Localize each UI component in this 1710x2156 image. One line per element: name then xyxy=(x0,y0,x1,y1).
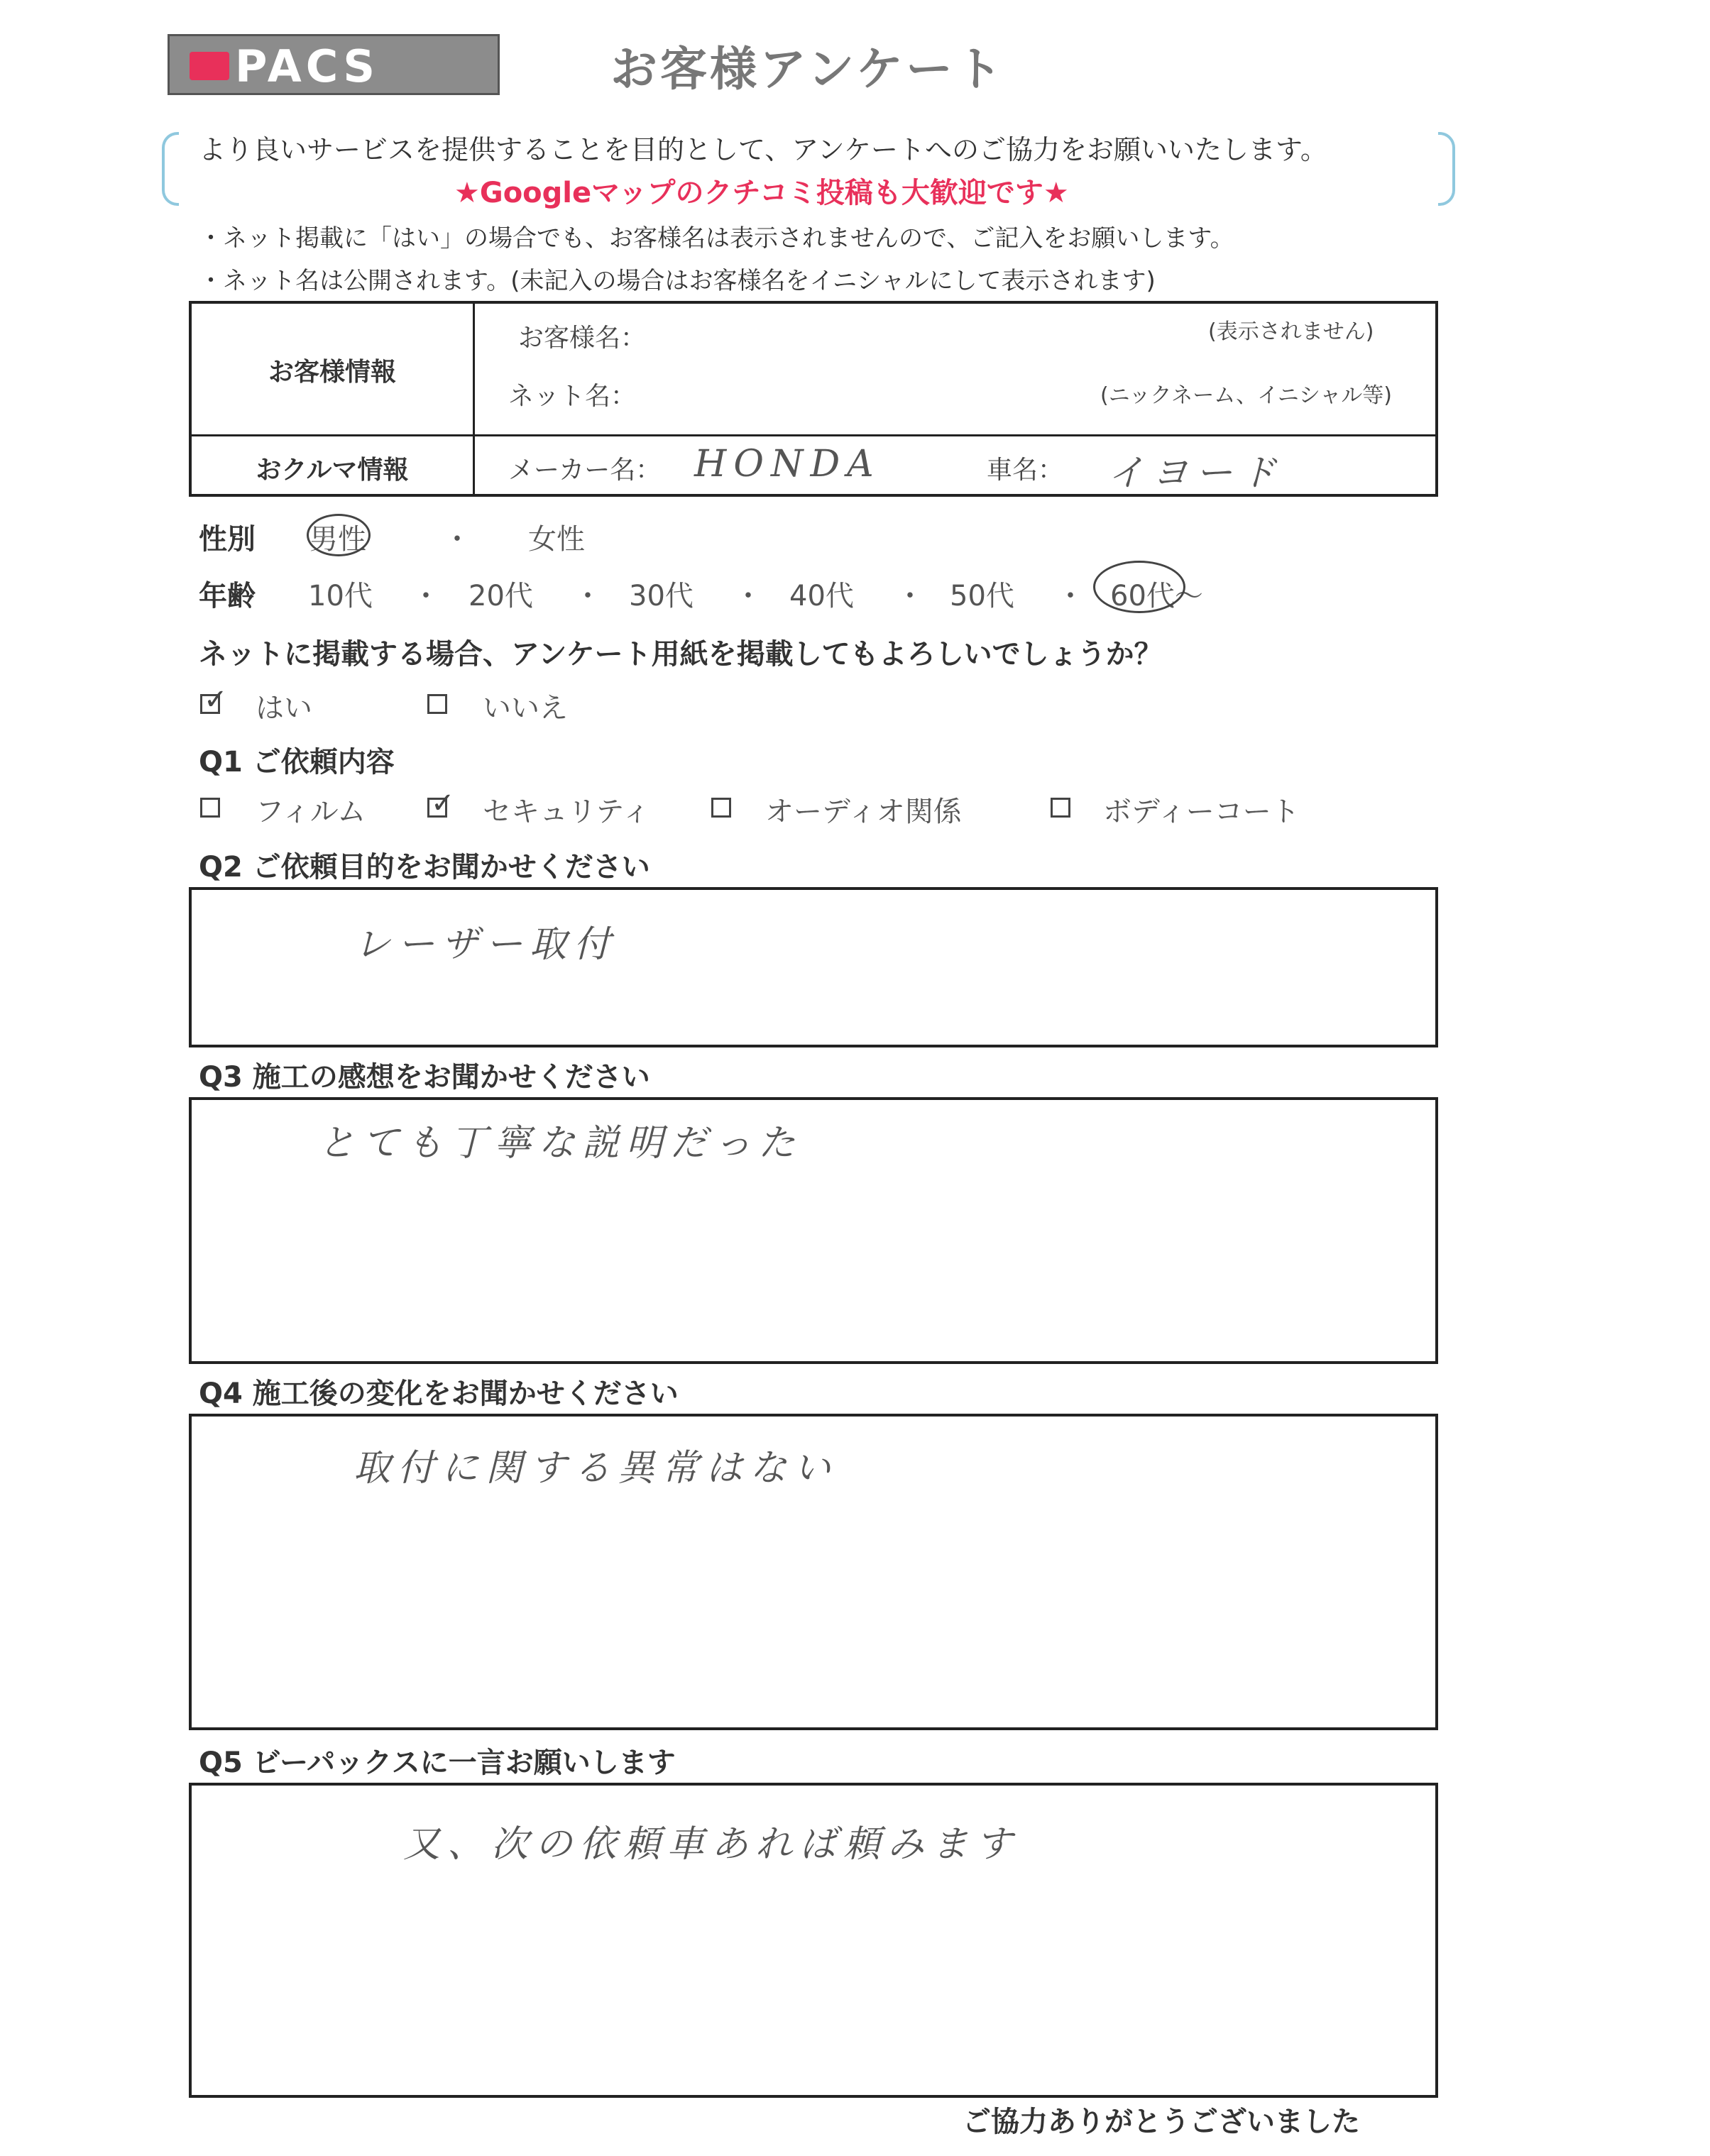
q5-answer-box[interactable] xyxy=(189,1783,1438,2098)
q2-answer-box[interactable] xyxy=(189,887,1438,1047)
google-review-banner: ★Googleマップのクチコミ投稿も大歓迎です★ xyxy=(454,177,1069,209)
maker-label: メーカー名： xyxy=(508,456,662,485)
q1-film-checkbox[interactable] xyxy=(200,798,220,818)
q3-answer-box[interactable] xyxy=(189,1097,1438,1364)
publish-yes-label: はい xyxy=(256,692,312,725)
age-option-30s[interactable]: 30代 xyxy=(629,580,694,612)
age-option-20s[interactable]: 20代 xyxy=(468,580,533,612)
customer-info-table xyxy=(189,301,1438,497)
table-divider-vertical xyxy=(473,304,475,494)
selection-circle xyxy=(1093,561,1185,613)
gender-option-male[interactable]: 男性 xyxy=(309,523,366,556)
right-bracket-decoration xyxy=(1438,132,1455,206)
q1-security-checkbox[interactable] xyxy=(427,787,455,820)
age-option-50s[interactable]: 50代 xyxy=(950,580,1014,612)
publish-question: ネットに掲載する場合、アンケート用紙を掲載してもよろしいでしょうか？ xyxy=(199,638,1163,671)
car-info-label: おクルマ情報 xyxy=(256,456,409,485)
q2-title: Q2 ご依頼目的をお聞かせください xyxy=(199,851,650,884)
note-line-2: ・ネット名は公開されます。(未記入の場合はお客様名をイニシャルにして表示されます) xyxy=(199,267,1156,295)
q2-answer-text: レーザー取付 xyxy=(353,923,618,966)
age-label: 年齢 xyxy=(199,580,256,612)
age-separator: ・ xyxy=(734,580,762,612)
age-option-10s[interactable]: 10代 xyxy=(308,580,373,612)
q1-audio-checkbox[interactable] xyxy=(711,798,731,818)
q1-film-label: フィルム xyxy=(256,796,366,828)
maker-value: HONDA xyxy=(694,443,881,485)
q5-answer-text: 又、次の依頼車あれば頼みます xyxy=(403,1823,1020,1866)
gender-separator: ・ xyxy=(443,523,471,556)
q4-answer-box[interactable] xyxy=(189,1414,1438,1730)
q1-body-coat-label: ボディーコート xyxy=(1103,796,1300,828)
q3-title: Q3 施工の感想をお聞かせください xyxy=(199,1061,650,1094)
gender-label: 性別 xyxy=(199,523,256,556)
logo-mark-icon xyxy=(190,52,229,80)
net-name-note: (ニックネーム、イニシャル等) xyxy=(1100,383,1393,408)
intro-text: より良いサービスを提供することを目的として、アンケートへのご協力をお願いいたします。 xyxy=(199,134,1327,165)
left-bracket-decoration xyxy=(162,132,179,206)
q3-answer-text: とても丁寧な説明だった xyxy=(318,1122,803,1165)
q1-security-label: セキュリティ xyxy=(483,796,650,828)
logo-text: PACS xyxy=(235,40,380,92)
age-separator: ・ xyxy=(574,580,602,612)
q1-body-coat-checkbox[interactable] xyxy=(1051,798,1070,818)
model-label: 車名： xyxy=(987,456,1064,485)
table-divider-horizontal xyxy=(192,434,1435,436)
q1-title: Q1 ご依頼内容 xyxy=(199,746,395,779)
q1-audio-label: オーディオ関係 xyxy=(765,796,962,828)
check-mark-icon: ✓ xyxy=(431,787,455,820)
age-option-40s[interactable]: 40代 xyxy=(789,580,854,612)
publish-no-checkbox[interactable] xyxy=(427,694,447,714)
customer-name-label: お客様名： xyxy=(518,324,647,353)
model-value: イヨード xyxy=(1107,452,1284,495)
q5-title: Q5 ビーパックスに一言お願いします xyxy=(199,1747,676,1779)
selection-circle xyxy=(307,514,371,556)
age-separator: ・ xyxy=(412,580,440,612)
q4-title: Q4 施工後の変化をお聞かせください xyxy=(199,1377,679,1410)
publish-no-label: いいえ xyxy=(483,692,568,725)
age-separator: ・ xyxy=(1056,580,1085,612)
bpacs-logo xyxy=(168,34,500,95)
customer-info-label: お客様情報 xyxy=(268,358,396,387)
page-title: お客様アンケート xyxy=(610,42,1006,97)
thanks-message: ご協力ありがとうございました xyxy=(963,2106,1360,2138)
publish-yes-checkbox[interactable] xyxy=(200,683,228,716)
check-mark-icon: ✓ xyxy=(204,683,228,716)
age-separator: ・ xyxy=(896,580,924,612)
note-line-1: ・ネット掲載に「はい」の場合でも、お客様名は表示されませんので、ご記入をお願いします。 xyxy=(199,224,1234,253)
customer-name-note: (表示されません) xyxy=(1208,319,1374,344)
gender-option-female[interactable]: 女性 xyxy=(528,523,585,556)
age-option-60s-plus[interactable]: 60代～ xyxy=(1110,580,1203,612)
net-name-label: ネット名： xyxy=(508,382,637,411)
q4-answer-text: 取付に関する異常はない xyxy=(353,1447,838,1490)
